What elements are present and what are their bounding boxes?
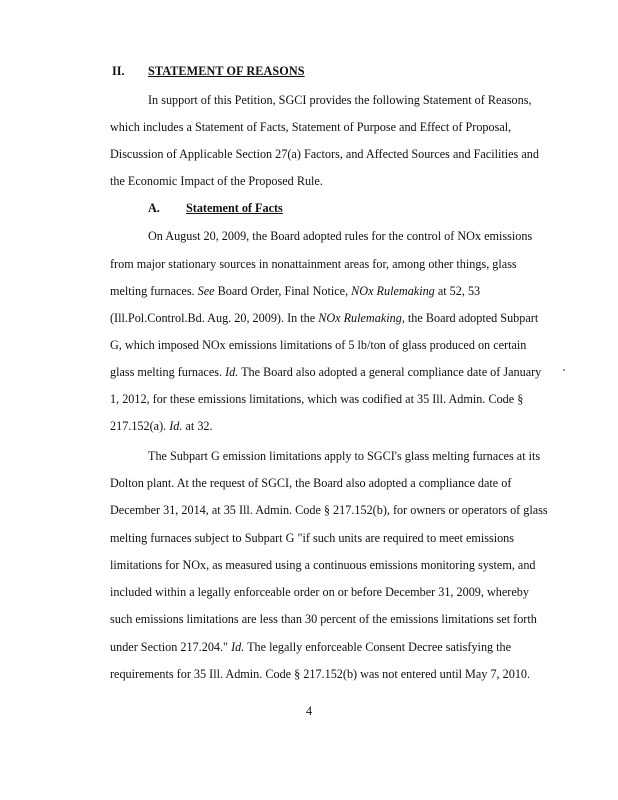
p1-line-7: 1, 2012, for these emissions limitations, which was codified at 35 Ill. Admin. Code § xyxy=(110,392,524,406)
p1-line-2: from major stationary sources in nonattainment areas for, among other things, glass xyxy=(110,257,517,271)
p1-line-3-c: Board Order, Final Notice, xyxy=(214,284,352,298)
subsection-number: A. xyxy=(148,201,160,215)
intro-line-1: In support of this Petition, SGCI provides the following Statement of Reasons, xyxy=(148,93,532,107)
p1-line-3 xyxy=(110,284,550,298)
p2-line-3: December 31, 2014, at 35 Ill. Admin. Code § 217.152(b), for owners or operators of glass xyxy=(110,503,548,517)
p1-line-4 xyxy=(110,311,550,325)
p1-line-8-c: at 32. xyxy=(182,419,213,433)
p2-line-8-c: The legally enforceable Consent Decree satisfying the xyxy=(244,640,512,654)
scan-speck xyxy=(563,369,565,371)
subsection-title: Statement of Facts xyxy=(186,201,283,215)
p1-line-6-c: The Board also adopted a general compliance date of January xyxy=(238,365,542,379)
p2-line-5: limitations for NOx, as measured using a continuous emissions monitoring system, and xyxy=(110,558,536,572)
section-title: STATEMENT OF REASONS xyxy=(148,64,305,78)
p1-line-4-a: (Ill.Pol.Control.Bd. Aug. 20, 2009). In the xyxy=(110,311,319,325)
p2-line-9: requirements for 35 Ill. Admin. Code § 217.152(b) was not entered until May 7, 2010. xyxy=(110,667,531,681)
p2-line-8 xyxy=(110,640,550,654)
p2-line-1: The Subpart G emission limitations apply to SGCI's glass melting furnaces at its xyxy=(148,449,541,463)
p1-line-6 xyxy=(110,365,550,379)
p2-line-2: Dolton plant. At the request of SGCI, the Board also adopted a compliance date of xyxy=(110,476,512,490)
rulemaking-citation-2: NOx Rulemaking xyxy=(318,311,402,325)
intro-line-4: the Economic Impact of the Proposed Rule. xyxy=(110,174,323,188)
p1-line-3-e: at 52, 53 xyxy=(434,284,481,298)
rulemaking-citation: NOx Rulemaking xyxy=(351,284,435,298)
page-number: 4 xyxy=(305,704,313,718)
section-number: II. xyxy=(112,64,125,78)
p1-line-8-a: 217.152(a). xyxy=(110,419,170,433)
id-signal-2: Id. xyxy=(169,419,183,433)
p2-line-4: melting furnaces subject to Subpart G "if such units are required to meet emissions xyxy=(110,531,515,545)
id-signal-3: Id. xyxy=(231,640,245,654)
p1-line-6-a: glass melting furnaces. xyxy=(110,365,226,379)
id-signal: Id. xyxy=(225,365,239,379)
p2-line-6: included within a legally enforceable order on or before December 31, 2009, whereby xyxy=(110,585,529,599)
p2-line-7: such emissions limitations are less than 30 percent of the emissions limitations set forth xyxy=(110,612,537,626)
intro-line-3: Discussion of Applicable Section 27(a) Factors, and Affected Sources and Facilities and xyxy=(110,147,539,161)
p1-line-8 xyxy=(110,419,550,433)
p1-line-1: On August 20, 2009, the Board adopted rules for the control of NOx emissions xyxy=(148,229,533,243)
p1-line-5: G, which imposed NOx emissions limitations of 5 lb/ton of glass produced on certain xyxy=(110,338,527,352)
p2-line-8-a: under Section 217.204." xyxy=(110,640,232,654)
p1-line-3-a: melting furnaces. xyxy=(110,284,198,298)
p1-line-4-c: , the Board adopted Subpart xyxy=(401,311,539,325)
intro-line-2: which includes a Statement of Facts, Statement of Purpose and Effect of Proposal, xyxy=(110,120,512,134)
see-signal: See xyxy=(197,284,215,298)
